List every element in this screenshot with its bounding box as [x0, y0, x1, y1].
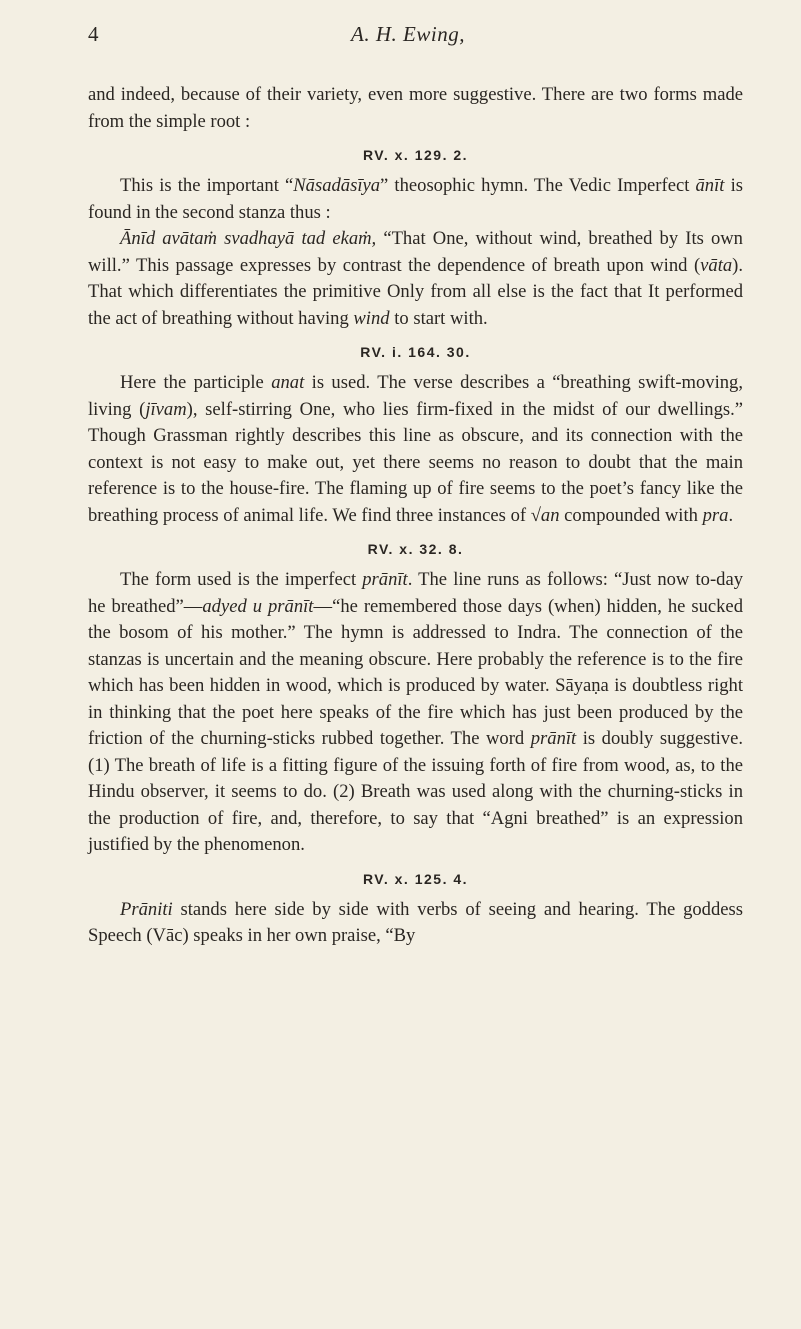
paragraph-anid-avatam: Ānīd avātaṁ svadhayā tad ekaṁ, “That One, without wind, breathed by Its own will.” This passage expresses by contrast the dependence of breath upon wind (vāta). That which differentiates the primitive Only from all else is the fact that It performed the act of breathing without having wind to start with. [88, 228, 743, 329]
paragraph-anat: Here the participle anat is used. The verse describes a “breathing swift-moving, living (jīvam), self-stirring One, who lies firm-fixed in the midst of our dwellings.” Though Grassman rightly describes this line as obscure, and its connection with the context is not easy to make out, yet there seems no reason to doubt that the main reference is to the house-fire. The flaming up of fire seems to the poet’s fancy like the breathing process of animal life. We find three instances of √an compounded with pra. [88, 372, 743, 526]
body-text [88, 82, 743, 950]
paragraph-praniti: Prāniti stands here side by side with verbs of seeing and hearing. The goddess Speech (Vāc) speaks in her own praise, “By [88, 898, 743, 946]
reference-rv-x-129-2: RV. x. 129. 2. [362, 147, 469, 163]
page-number: 4 [88, 22, 99, 46]
intro-paragraph: and indeed, because of their variety, even more suggestive. There are two forms made from the simple root : [88, 84, 743, 132]
running-title: A. H. Ewing, [351, 22, 465, 46]
reference-rv-i-164-30: RV. i. 164. 30. [360, 344, 471, 360]
reference-rv-x-125-4: RV. x. 125. 4. [362, 870, 469, 887]
paragraph-pranit: The form used is the imperfect prānīt. The line runs as follows: “Just now to-day he breathed”—adyed u prānīt—“he remembered those days (when) hidden, he sucked the bosom of his mother.” The hymn is addressed to Indra. The connection of the stanzas is uncertain and the meaning obscure. Here probably the reference is to the fire which has been hidden in wood, which is produced by water. Sāyaṇa is doubtless right in thinking that the poet here speaks of the fire which has just been produced by the friction of the churning-sticks rubbed together. The word prānīt is doubly suggestive. (1) The breath of life is a fitting figure of the issuing forth of fire from wood, as, to the Hindu observer, it seems to do. (2) Breath was used along with the churning-sticks in the production of fire, and, therefore, to say that “Agni breathed” is an expression justified by the phenomenon. [88, 569, 743, 855]
running-head [88, 22, 728, 50]
reference-rv-x-32-8: RV. x. 32. 8. [367, 541, 464, 557]
paragraph-nasadasiya: This is the important “Nāsadāsīya” theosophic hymn. The Vedic Imperfect ānīt is found in the second stanza thus : [88, 175, 743, 223]
